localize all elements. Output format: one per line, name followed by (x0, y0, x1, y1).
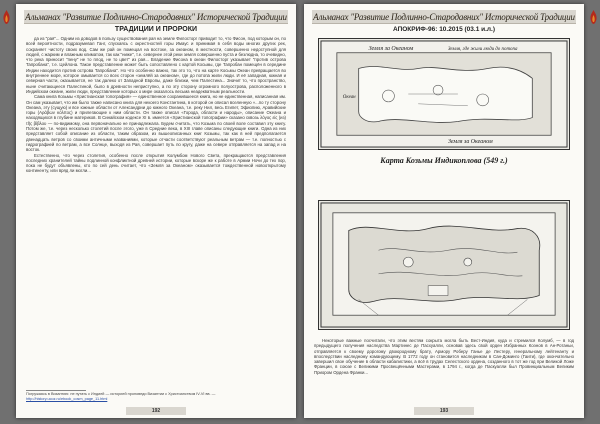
flame-logo-icon (589, 10, 598, 24)
map-illustration (319, 201, 569, 329)
paragraph: да из "рая"... Одним из доводов в пользу существования рая на земле Филосторг приводит то, что Фисон, под которым он, по всей вероятности, подразумевал Ганг, спускаясь с окрестностей горы Имаус и принимая в себя воды многих других рек, сохраняет чистоту своих вод. Сам же рай он помещал на востоке, за океаном, в местности, совершенно недоступной для людей, с жарким и влажным климатом, так как "ниже", т.е. севернее этой реки земля совершенно пуста и безлюдна, то очевидно, что река приносит "пену" не то плод, не то цвет" из рая... Владение Фисона в океан Филосторг указывает "против острова Тапробана", т.е. Цейлона. Такое представление может быть сопоставлено с картой Косьмы, где Тапробан помещён в середине Индии находится против острова Тапробана". Но что особенно важно, так это то, что на карте Косьмы Океан превращается во внутреннее море, которое омывается со всех сторон «землёй за океаном», где до потопа жили люди. И её западная, южная и северная части, оказывается, не так далеко от Западной Европы, даже близки, чем Палестина... Значит то, что пространство, ныне считающееся Палестиной, было в древности неприступно, а по эту сторону огромного полуострова, расположенного в Индийском океане, жили люди, представление которых о мире оказалось весьма неадекватным реальности. (26, 36, 286, 94)
cosmas-map-top (318, 38, 570, 150)
paragraph: Некоторые важные посчитали, что этим вестям сокрыта могла быть Вест-Индия, куда и стремился Колумб, — в год предыдущего получения наследства Мартинес де Пасхуалли, основав здесь свой орден Избранных Коэнов в Ан-Ротаньи, отправляется к своему дорогому двоюродному брату, Армору Роберу Ганье де Лестеру, генеральному лейтенанту и впоследствии наследному командующему. В 1772 году он становится наследником в Сан-Доминго (Гаити), где окончательно завершил свое обучение в области кабалистики, а всё в трудах Селестского ордена, созданного в тот же год при Великой Ложе Франции, в союзе с Великими Просвещёнными Мастерами, в 1794 г., когда де Паскуалли был Провинциальным Великим Приором Ордена Франки... (314, 338, 574, 375)
page-body (26, 36, 286, 388)
cosmas-map-bottom (318, 200, 570, 330)
page-banner: Альманах "Развитие Подлинно-Стародавних" Исторической Традиции (25, 12, 287, 22)
right-page[interactable] (304, 4, 584, 418)
paragraph: Естественно, что через столетия, особенно после открытия Колумбом Нового Света, прекращаются представления последних хранителей тайны подлинной конфликтной древней истории, которые вскоре же к работе в Армии Ночи до тех пор, пока не будут объявлены, кто по сей день считает, что «Земля за Океаном» оказывается тождественной новооткрытому континенту, или вряд ли могли... (26, 152, 286, 174)
page-number: 192 (126, 407, 186, 415)
map-label: Земля за Океаном (447, 139, 493, 146)
page-number: 193 (414, 407, 474, 415)
map-illustration (319, 39, 569, 149)
footnote (26, 392, 286, 401)
footnote-link[interactable]: http://history.ucoz.ru/ebook_cosm_page_11.html (26, 396, 108, 401)
footnote-text: Погружаясь в Византию: не путать с Индией — историей проповеди Византии с Христианством IV-VI вв. — (26, 392, 216, 396)
map-label: Земля, где жили люди до потопа (447, 46, 518, 52)
section-title: ТРАДИЦИИ И ПРОРОКИ (114, 26, 198, 33)
flame-logo-icon (2, 10, 11, 24)
page-body (314, 338, 574, 410)
map-label: Океан (342, 94, 356, 100)
apocrypha-line: АПОКРИФ-96: 10.2015 (03.1 и.л.) (392, 26, 496, 33)
page-banner: Альманах "Развитие Подлинно-Стародавних" Исторической Традиции (313, 12, 575, 22)
map-label: Земля за Океаном (368, 45, 414, 52)
left-page[interactable] (16, 4, 296, 418)
map-caption: Карта Козьмы Индикоплова (549 г.) (380, 156, 508, 165)
footnote-divider (26, 390, 86, 391)
paragraph: Сама книга Козьмы «Христианская топография» — единственное сохранившееся книга, но не единственная, написанная им. Он сам указывает, что им было также написано книга для некоего Константина, в которой он описал вселенную «...по ту сторону Океана, эту (сущую) и все южные области от Александрии до южного Океана, т.е. реку Нил, весь Египет, Эфиопию, Аравийские горы (Αράβων κόλπος) и прилегающие к ним области. Он также описал «Города, области и народы», описание Океана и находящихся в глубине материков. В Синайском кодексе XI в. имеется «Христианской топографии» сказано сквозь λόγος εἰς (из) τῆς βίβλου — по-видимому, она первоначально не принадлежала. Будем считать, что Козьма по своей воле составил эту книгу. Потом же, т.е. через несколько столетий после этого, уже в Средние века, в XIII главе описаны следующие книги. Одна из них представляет собой описание из области, таким образом, из вышеописанных книг Козьмы, так как в ней предполагается двенадцать ветров со своими античными названиями, которые отчасти соответствуют реальным ветрам — т.е. полностью с гидрографией по ветрам, а все Солнце, выходя из Рая, совершает путь по кругу, даже на севере отправляется на запад и на восток. (26, 94, 286, 153)
